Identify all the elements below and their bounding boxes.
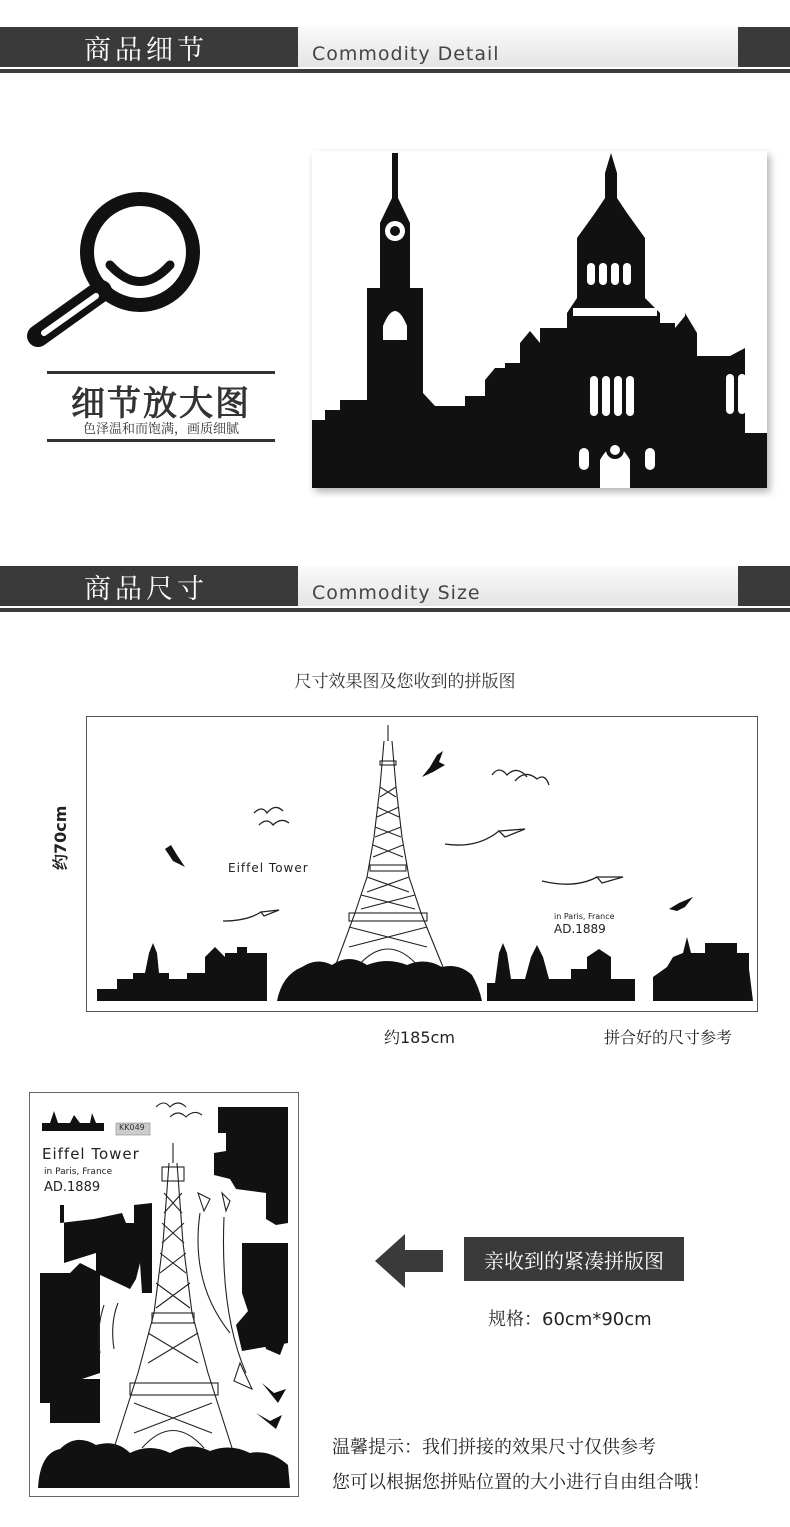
preview-year-label: AD.1889 <box>554 922 606 936</box>
detail-header-title: 商品细节 <box>0 27 298 67</box>
arrow-left-icon <box>375 1232 445 1290</box>
magnifier-icon <box>22 190 212 360</box>
magnifier-title: 细节放大图 <box>71 384 251 424</box>
assembled-note: 拼合好的尺寸参考 <box>604 1028 733 1047</box>
size-header-subtitle: Commodity Size <box>298 566 738 606</box>
sheet-paris-label: in Paris, France <box>44 1167 113 1177</box>
sheet-code: KK049 <box>119 1123 145 1132</box>
tip-line-2: 您可以根据您拼贴位置的大小进行自由组合哦！ <box>332 1472 710 1493</box>
width-dimension-label: 约185cm <box>384 1028 455 1047</box>
tip-line-1: 温馨提示：我们拼接的效果尺寸仅供参考 <box>332 1437 656 1458</box>
size-header-title: 商品尺寸 <box>0 566 298 606</box>
spec-text: 规格：60cm*90cm <box>488 1309 652 1330</box>
magnifier-rule-top <box>47 371 275 374</box>
size-caption: 尺寸效果图及您收到的拼版图 <box>294 672 516 692</box>
detail-header-subtitle: Commodity Detail <box>298 27 738 67</box>
sheet-eiffel-label: Eiffel Tower <box>42 1145 140 1163</box>
magnifier-rule-bottom <box>47 439 275 442</box>
layout-badge: 亲收到的紧凑拼版图 <box>464 1237 684 1281</box>
preview-eiffel-label: Eiffel Tower <box>228 861 309 875</box>
eiffel-scene-preview <box>87 717 759 1013</box>
detail-header-rule <box>0 69 790 73</box>
layout-sheet <box>29 1092 299 1497</box>
height-dimension-label: 约70cm <box>51 805 70 870</box>
size-header-rule <box>0 608 790 612</box>
size-preview-frame <box>86 716 758 1012</box>
sheet-year-label: AD.1889 <box>44 1180 101 1195</box>
magnifier-subtitle: 色泽温和而饱满，画质细腻 <box>82 422 239 437</box>
size-header-endcap <box>738 566 790 606</box>
detail-header-endcap <box>738 27 790 67</box>
preview-paris-label: in Paris, France <box>554 912 615 921</box>
detail-closeup-image <box>305 148 780 498</box>
